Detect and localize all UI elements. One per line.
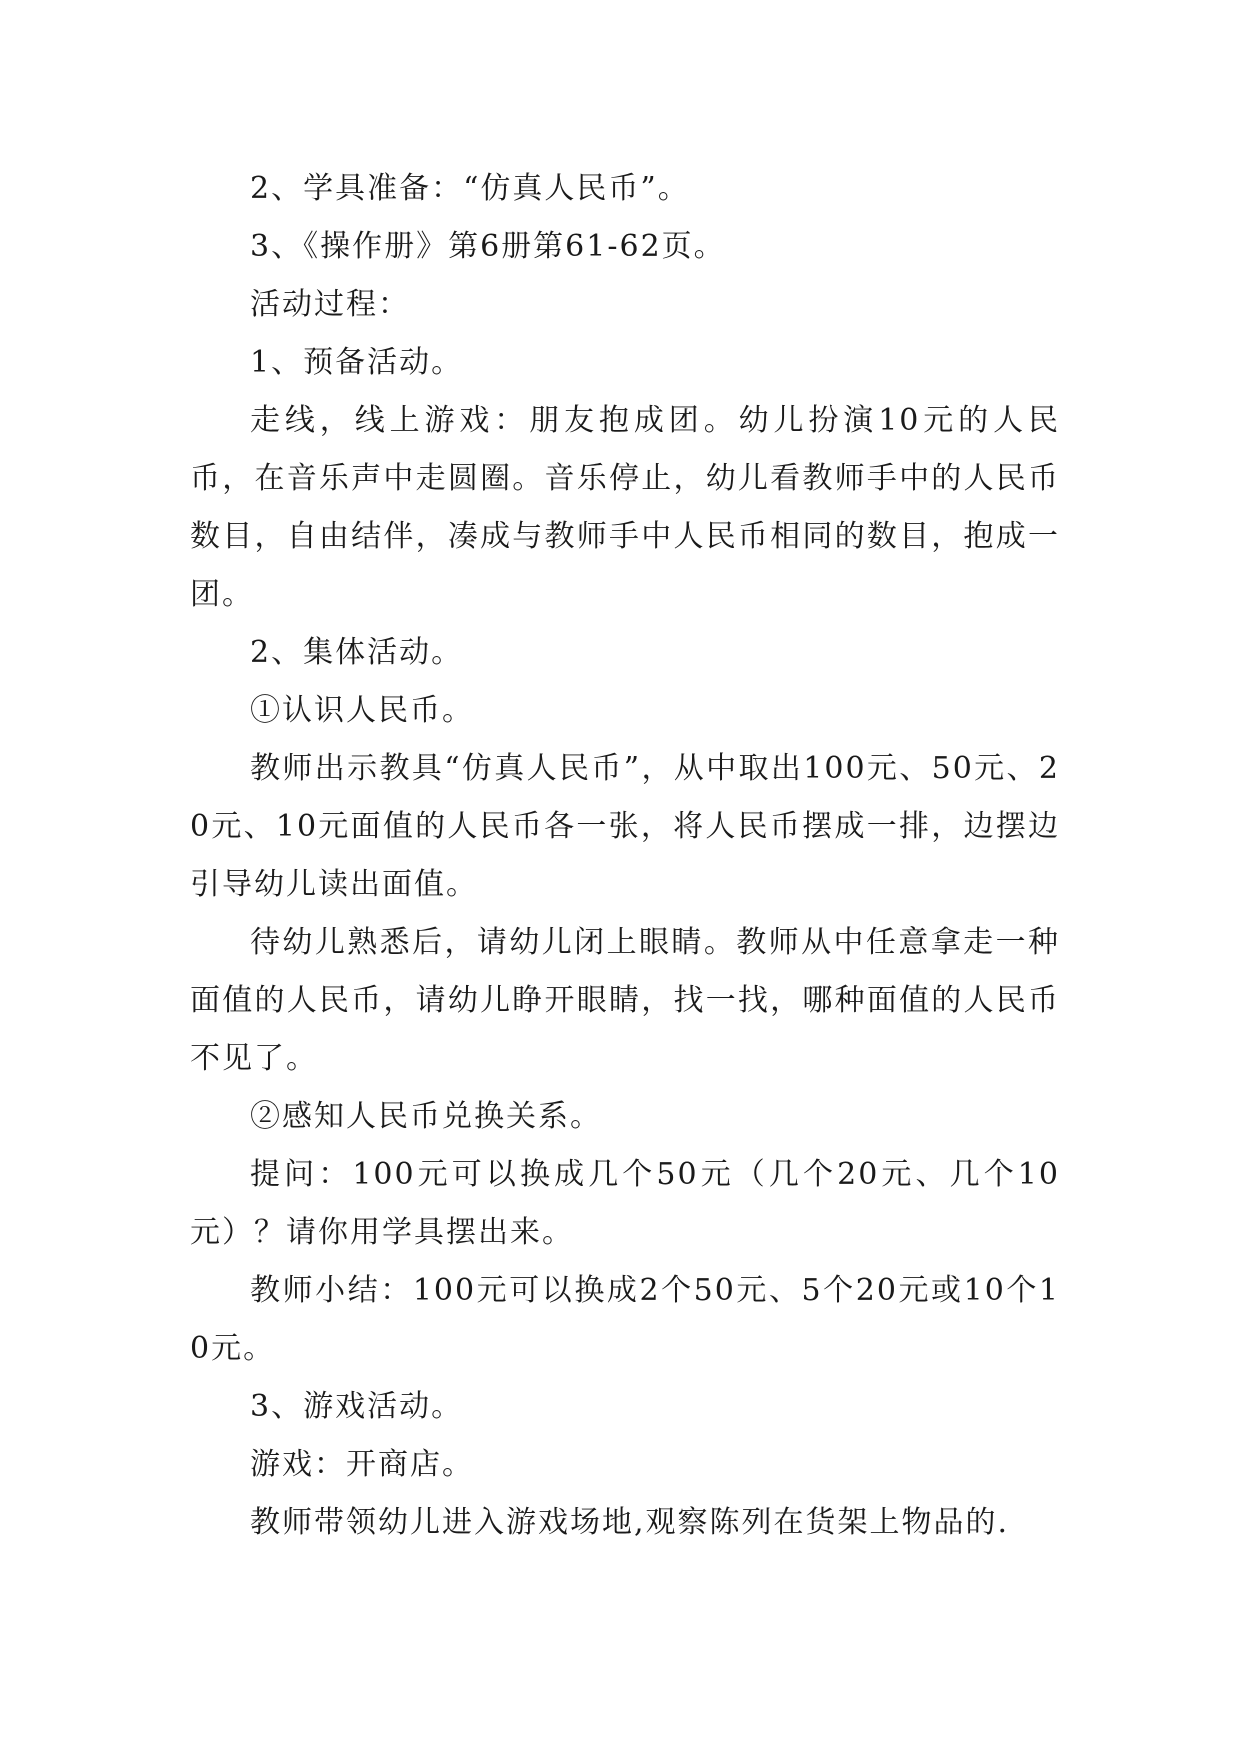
paragraph-teacher-summary: 教师小结：100元可以换成2个50元、5个20元或10个10元。 bbox=[190, 1273, 1060, 1366]
paragraph-recognize-money-heading: ①认识人民币。 bbox=[250, 693, 474, 728]
paragraph-shop-game-title: 游戏：开商店。 bbox=[250, 1447, 474, 1482]
paragraph-exchange-question: 提问：100元可以换成几个50元（几个20元、几个10元）？请你用学具摆出来。 bbox=[190, 1157, 1060, 1250]
paragraph-warmup-heading: 1、预备活动。 bbox=[250, 345, 464, 380]
paragraph-missing-note-game: 待幼儿熟悉后，请幼儿闭上眼睛。教师从中任意拿走一种面值的人民币，请幼儿睁开眼睛，找一找，哪种面值的人民币不见了。 bbox=[190, 925, 1060, 1076]
paragraph-materials-prep: 2、学具准备：“仿真人民币”。 bbox=[250, 171, 690, 206]
paragraph-warmup-game: 走线，线上游戏：朋友抱成团。幼儿扮演10元的人民币，在音乐声中走圆圈。音乐停止，幼儿看教师手中的人民币数目，自由结伴，凑成与教师手中人民币相同的数目，抱成一团。 bbox=[190, 403, 1060, 612]
paragraph-shop-game-intro: 教师带领幼儿进入游戏场地,观察陈列在货架上物品的. bbox=[250, 1505, 1010, 1540]
document-body bbox=[190, 160, 1060, 1552]
paragraph-workbook-pages: 3、《操作册》第6册第61-62页。 bbox=[250, 229, 726, 264]
paragraph-game-activity-heading: 3、游戏活动。 bbox=[250, 1389, 464, 1424]
paragraph-exchange-heading: ②感知人民币兑换关系。 bbox=[250, 1099, 602, 1134]
paragraph-group-activity-heading: 2、集体活动。 bbox=[250, 635, 464, 670]
paragraph-show-money: 教师出示教具“仿真人民币”，从中取出100元、50元、20元、10元面值的人民币各一张，将人民币摆成一排，边摆边引导幼儿读出面值。 bbox=[190, 751, 1060, 902]
paragraph-activity-process-heading: 活动过程： bbox=[250, 287, 410, 322]
